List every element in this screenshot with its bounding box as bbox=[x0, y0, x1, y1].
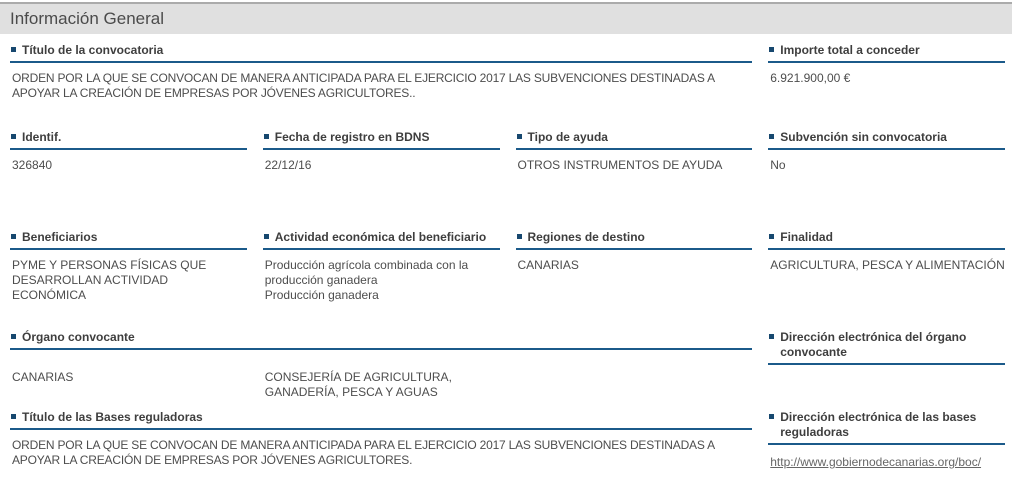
field-organo-convocante bbox=[10, 330, 752, 410]
field-label: Regiones de destino bbox=[527, 230, 645, 244]
field-beneficiarios bbox=[10, 230, 247, 330]
field-label: Beneficiarios bbox=[22, 230, 98, 244]
field-value: No bbox=[770, 158, 786, 172]
bullet-square-icon bbox=[264, 134, 269, 139]
field-value: 326840 bbox=[12, 158, 53, 172]
field-subvencion-sin-convocatoria bbox=[768, 130, 1005, 230]
field-value-line: Producción agrícola combinada con la producción ganadera bbox=[264, 258, 469, 287]
field-header bbox=[768, 43, 1005, 63]
bullet-square-icon bbox=[11, 47, 16, 52]
field-value-line: Producción ganadera bbox=[264, 288, 379, 302]
field-value-list bbox=[263, 258, 500, 303]
bullet-square-icon bbox=[769, 414, 774, 419]
general-info-panel bbox=[0, 34, 1012, 470]
field-value bbox=[768, 455, 1005, 470]
field-header bbox=[263, 230, 500, 250]
field-value: ORDEN POR LA QUE SE CONVOCAN DE MANERA ANTICIPADA PARA EL EJERCICIO 2017 LAS SUBVENCIONES DESTINADAS A APOYAR LA CREACIÓN DE EMPRESAS POR JÓVENES AGRICULTORES. bbox=[12, 438, 715, 467]
bullet-square-icon bbox=[769, 234, 774, 239]
bases-reguladoras-link[interactable]: http://www.gobiernodecanarias.org/boc/ bbox=[770, 455, 982, 469]
field-header bbox=[10, 330, 752, 350]
field-direccion-organo bbox=[768, 330, 1005, 410]
field-actividad-economica bbox=[263, 230, 500, 330]
bullet-square-icon bbox=[11, 414, 16, 419]
field-header bbox=[10, 43, 752, 63]
field-value: ORDEN POR LA QUE SE CONVOCAN DE MANERA ANTICIPADA PARA EL EJERCICIO 2017 LAS SUBVENCIONES DESTINADAS A APOYAR LA CREACIÓN DE EMPRESAS POR JÓVENES AGRICULTORES.. bbox=[12, 71, 715, 100]
bullet-square-icon bbox=[517, 134, 522, 139]
field-value: 6.921.900,00 € bbox=[770, 71, 851, 85]
row-titulo-bases bbox=[10, 410, 1005, 470]
field-label: Órgano convocante bbox=[22, 330, 135, 344]
bullet-square-icon bbox=[264, 234, 269, 239]
field-tipo-ayuda bbox=[516, 130, 753, 230]
field-direccion-bases bbox=[768, 410, 1005, 470]
field-value: 22/12/16 bbox=[264, 158, 312, 172]
field-finalidad bbox=[768, 230, 1005, 330]
field-value: CANARIAS bbox=[517, 258, 579, 272]
field-value: OTROS INSTRUMENTOS DE AYUDA bbox=[517, 158, 723, 172]
field-header bbox=[516, 130, 753, 150]
field-label: Título de las Bases reguladoras bbox=[22, 410, 203, 424]
field-fecha-registro bbox=[263, 130, 500, 230]
field-header bbox=[768, 230, 1005, 250]
field-label: Subvención sin convocatoria bbox=[780, 130, 947, 144]
field-importe-total bbox=[768, 43, 1005, 130]
field-header bbox=[10, 130, 247, 150]
field-value: AGRICULTURA, PESCA Y ALIMENTACIÓN bbox=[770, 258, 1005, 272]
section-header bbox=[0, 2, 1012, 34]
field-header bbox=[516, 230, 753, 250]
field-label: Actividad económica del beneficiario bbox=[274, 230, 487, 244]
field-titulo-bases bbox=[10, 410, 752, 470]
field-value: CONSEJERÍA DE AGRICULTURA, GANADERÍA, PESCA Y AGUAS bbox=[264, 370, 452, 399]
field-header bbox=[768, 410, 1005, 445]
bullet-square-icon bbox=[769, 134, 774, 139]
field-header bbox=[263, 130, 500, 150]
field-label: Importe total a conceder bbox=[780, 43, 920, 57]
field-titulo-convocatoria bbox=[10, 43, 752, 130]
field-label: Fecha de registro en BDNS bbox=[274, 130, 430, 144]
row-beneficiarios-actividad-regiones-finalidad bbox=[10, 230, 1005, 330]
field-label: Tipo de ayuda bbox=[527, 130, 608, 144]
bullet-square-icon bbox=[11, 134, 16, 139]
bullet-square-icon bbox=[769, 334, 774, 339]
field-identif bbox=[10, 130, 247, 230]
field-label: Identif. bbox=[22, 130, 62, 144]
field-label: Dirección electrónica de las bases reguladoras bbox=[780, 410, 977, 439]
bullet-square-icon bbox=[769, 47, 774, 52]
bullet-square-icon bbox=[517, 234, 522, 239]
field-value: CANARIAS bbox=[12, 370, 74, 384]
field-label: Título de la convocatoria bbox=[22, 43, 164, 57]
row-identif-fecha-tipo-subvencion bbox=[10, 130, 1005, 230]
field-label: Dirección electrónica del órgano convocante bbox=[780, 330, 967, 359]
field-regiones-destino bbox=[516, 230, 753, 330]
row-organo-convocante bbox=[10, 330, 1005, 410]
field-header bbox=[768, 330, 1005, 365]
field-header bbox=[768, 130, 1005, 150]
page-title: Información General bbox=[10, 9, 165, 28]
field-header bbox=[10, 410, 752, 430]
bullet-square-icon bbox=[11, 334, 16, 339]
field-label: Finalidad bbox=[780, 230, 833, 244]
bullet-square-icon bbox=[11, 234, 16, 239]
field-value-columns bbox=[10, 370, 752, 400]
field-value: PYME Y PERSONAS FÍSICAS QUE DESARROLLAN ACTIVIDAD ECONÓMICA bbox=[12, 258, 207, 302]
row-titulo-importe bbox=[10, 43, 1005, 130]
field-header bbox=[10, 230, 247, 250]
